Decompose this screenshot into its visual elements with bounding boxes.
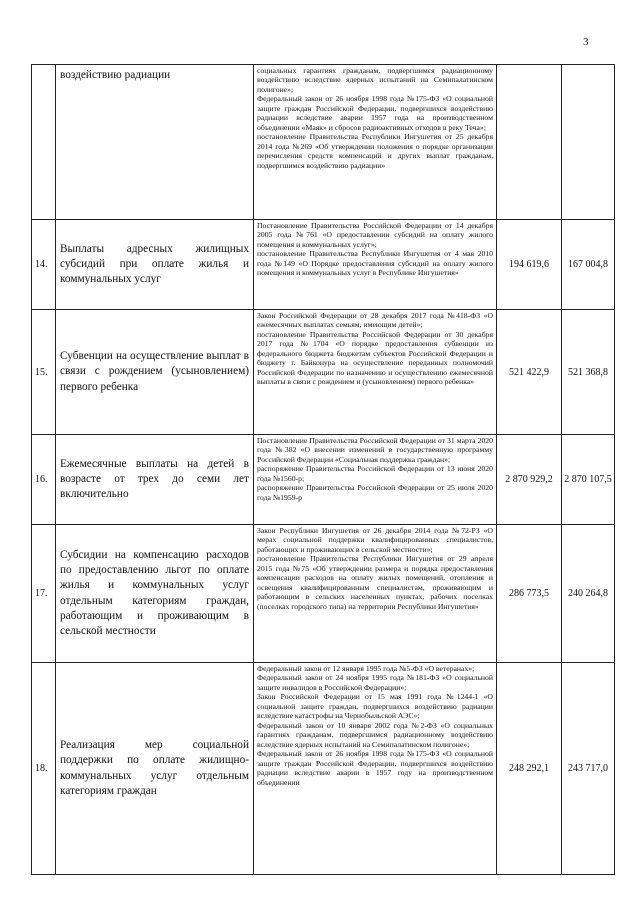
planned-amount: 521 422,9 [497,310,562,435]
page-number: 3 [583,36,589,48]
expense-name: Ежемесячные выплаты на детей в возрасте от трех до семи лет включительно [56,435,254,525]
legal-line: Федеральный закон от 12 января 1995 года №5-ФЗ «О ветеранах»; [257,664,475,673]
legal-basis [254,310,497,435]
legal-basis [254,65,497,220]
expense-name: Реализация мер социальной поддержки по оплате жилищно-коммунальных услуг отдельным категориям граждан [56,663,254,875]
legal-line: Федеральный закон от 26 ноября 1998 года №175-ФЗ «О социальной защите граждан Российской Федерации, подвергшихся воздействию радиации вследствие аварии 1957 года на производственном объединении «Маяк» и сбросов радиоактивных отходов в реку Теча»; [257,94,493,132]
table-row [32,65,615,220]
row-number: 18. [32,663,56,875]
planned-amount [497,65,562,220]
row-number: 15. [32,310,56,435]
executed-amount: 240 264,8 [562,525,615,663]
executed-amount [562,65,615,220]
executed-amount: 2 870 107,5 [562,435,615,525]
expense-name: воздействию радиации [56,65,254,220]
planned-amount: 286 773,5 [497,525,562,663]
legal-line: Федеральный закон от 26 ноября 1998 года №175-ФЗ «О социальной защите граждан Российской Федерации, подвергшихся воздействию радиации вследствие аварии в 1957 году на производственном объединении [257,749,493,787]
table-row [32,435,615,525]
legal-line: постановление Правительства Республики Ингушетия от 4 мая 2010 года №149 «О Порядке предоставления субсидий на оплату жилого помещения и коммунальных услуг в Республике Ингушетия» [257,249,493,278]
legal-basis [254,525,497,663]
legal-line: постановление Правительства Российской Федерации от 30 декабря 2017 года №1704 «О порядке предоставления субвенции из федерального бюджета бюджетам субъектов Российской Федерации и бюджету г. Байконура на осуществление переданных полномочий Российской Федерации по назначению и осуществлению ежемесячной выплаты в связи с рождением и (усыновлением) первого ребенка» [257,329,493,387]
table-row [32,525,615,663]
row-number: 16. [32,435,56,525]
row-number [32,65,56,220]
row-number: 17. [32,525,56,663]
legal-line: распоряжение Правительства Российской Федерации от 25 июля 2020 года №1959-р [257,483,493,502]
executed-amount: 521 368,8 [562,310,615,435]
planned-amount: 194 619,6 [497,220,562,310]
legal-line: постановление Правительства Республики Ингушетия от 29 апреля 2015 года №75 «Об утверждении размера и порядка предоставления компенсации расходов на оплату жилых помещений, отопления и освещения квалифицированным специалистам, проживающим и работающим в сельских населенных пунктах, рабочих поселках (поселках городского типа) на территории Республики Ингушетия» [257,554,493,611]
executed-amount: 167 004,8 [562,220,615,310]
expense-name: Субсидии на компенсацию расходов по предоставлению льгот по оплате жилья и коммунальных услуг отдельным категориям граждан, работающим и проживающим в сельской местности [56,525,254,663]
legal-line: постановление Правительства Республики Ингушетия от 25 декабря 2014 года №269 «Об утверждении положения о порядке организации перечисления средств компенсаций и других выплат гражданам, подвергшимся воздействию радиации» [257,132,493,170]
executed-amount: 243 717,0 [562,663,615,875]
legal-line: распоряжение Правительства Российской Федерации от 13 июня 2020 года №1560-р; [257,464,493,483]
legal-line: Федеральный закон от 24 ноября 1995 года №181-ФЗ «О социальной защите инвалидов в Российской Федерации»; [257,673,493,692]
legal-line: Постановление Правительства Российской Федерации от 14 декабря 2005 года №761 «О предоставлении субсидий на оплату жилого помещения и коммунальных услуг»; [257,221,493,249]
table-row [32,220,615,310]
table-body [32,65,615,875]
legal-line: Закон Российской Федерации от 15 мая 1991 года №1244-1 «О социальной защите граждан, подвергшихся воздействию радиации вследствие катастрофы на Чернобыльской АЭС»; [257,692,493,721]
planned-amount: 248 292,1 [497,663,562,875]
legal-line: Закон Республики Ингушетия от 26 декабря 2014 года №72-РЗ «О мерах социальной поддержки квалифицированных специалистов, работающих и проживающих в сельской местности»; [257,526,493,554]
table-row [32,663,615,875]
legal-line: социальных гарантиях гражданам, подвергшимся радиационному воздействию вследствие ядерных испытаний на Семипалатинском полигоне»; [257,66,493,94]
legal-line: Федеральный закон от 10 января 2002 года №2-ФЗ «О социальных гарантиях гражданам, подвергшимся радиационному воздействию вследствие ядерных испытаний на Семипалатинском полигоне»; [257,720,493,749]
planned-amount: 2 870 929,2 [497,435,562,525]
budget-table [31,64,615,875]
legal-line: Постановление Правительства Российской Федерации от 31 марта 2020 года №382 «О внесении изменений в государственную программу Российской Федерации «Социальная поддержка граждан»; [257,436,493,464]
legal-basis [254,220,497,310]
expense-name: Субвенции на осуществление выплат в связи с рождением (усыновлением) первого ребенка [56,310,254,435]
table-row [32,310,615,435]
legal-basis [254,435,497,525]
expense-name: Выплаты адресных жилищных субсидий при оплате жилья и коммунальных услуг [56,220,254,310]
row-number: 14. [32,220,56,310]
legal-line: Закон Российской Федерации от 28 декабря 2017 года №418-ФЗ «О ежемесячных выплатах семьям, имеющим детей»; [257,311,493,330]
legal-basis [254,663,497,875]
